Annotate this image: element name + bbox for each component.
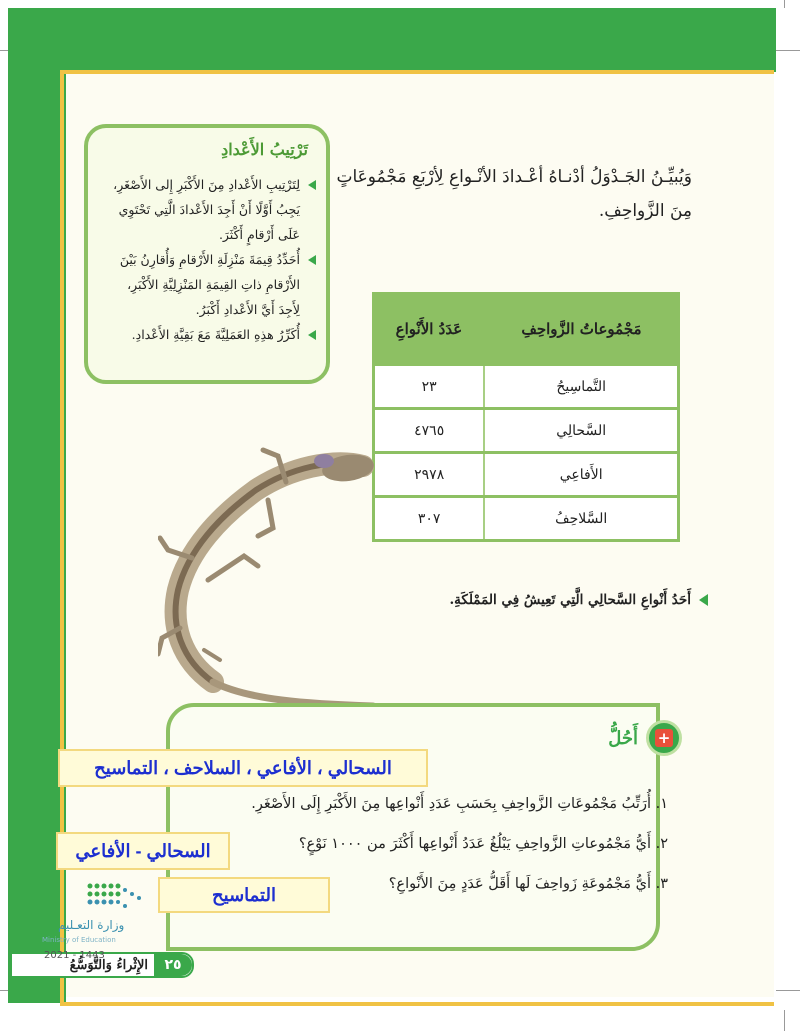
crop-mark: [776, 990, 800, 991]
tip-item: لِتَرْتِيبِ الأَعْدادِ مِنَ الأَكْبَرِ إِلى الأَصْغَرِ، يَجِبُ أَوَّلًا أَنْ أَجِدَ الأَعْدادَ الَّتِي تَحْتَوِي عَلَى أَرْقامٍ أَكْثَرَ.: [102, 172, 316, 247]
group-cell: السَّحالِي: [484, 409, 678, 453]
edition-year: 2021 - 1443: [44, 950, 105, 961]
bullet-triangle-icon: [308, 255, 316, 265]
group-cell: السَّلاحِفُ: [484, 497, 678, 541]
count-cell: ٣٠٧: [374, 497, 485, 541]
ministry-name-ar: وزارة التعـليم: [58, 918, 125, 932]
question-3: ٣. أَيُّ مَجْمُوعَةِ زَواحِفَ لَها أَقَلُّ عَدَدٍ مِنَ الأَنْواعِ؟: [388, 876, 668, 892]
bullet-triangle-icon: [308, 180, 316, 190]
tip-box: [84, 124, 330, 384]
answer-1-box[interactable]: السحالي ، الأفاعي ، السلاحف ، التماسيح: [58, 749, 428, 787]
answer-3-box[interactable]: التماسيح: [158, 877, 330, 913]
count-cell: ٢٣: [374, 365, 485, 409]
page-number: ٢٥: [154, 954, 192, 976]
table-header-row: [374, 294, 679, 365]
table-row: [374, 453, 679, 497]
tip-item: أُحَدِّدُ قِيمَةَ مَنْزِلَةِ الأَرْقامِ وَأُقارِنُ بَيْنَ الأَرْقامِ ذاتِ القِيمَةِ المَنْزِلِيَّةِ الأَكْبَرِ، لِأَجِدَ أَيَّ الأَعْدادِ أَكْبَرُ.: [102, 247, 316, 322]
answer-2-box[interactable]: السحالي - الأفاعي: [56, 832, 230, 870]
table-row: [374, 497, 679, 541]
lizard-photo: [158, 438, 378, 708]
top-green-band: [8, 8, 776, 72]
tip-list: [102, 172, 316, 347]
bullet-triangle-icon: [308, 330, 316, 340]
yellow-border-top: [60, 70, 774, 74]
crop-mark: [784, 1010, 785, 1031]
crop-mark: [776, 50, 800, 51]
question-2: ٢. أَيُّ مَجْمُوعاتِ الزَّواحِفِ يَبْلُغُ عَدَدُ أَنْواعِها أَكْثَرَ من ١٠٠٠ نَوْعٍ؟: [298, 836, 668, 852]
photo-caption: أَحَدُ أَنْواعِ السَّحالِي الَّتِي تَعِيشُ فِي المَمْلَكَةِ.: [449, 592, 708, 608]
column-header-groups: مَجْمُوعاتُ الزَّواحِفِ: [484, 294, 678, 365]
question-1: ١. أُرَتِّبُ مَجْمُوعَاتِ الزَّواحِفِ بِحَسَبِ عَدَدِ أَنْواعِها مِنَ الأَكْبَرِ إِلَى الأَصْغَرِ.: [251, 796, 668, 812]
count-cell: ٤٧٦٥: [374, 409, 485, 453]
ministry-name-en: Ministry of Education: [42, 936, 116, 944]
tip-title: تَرْتِيبُ الأَعْدادِ: [221, 140, 308, 159]
count-cell: ٢٩٧٨: [374, 453, 485, 497]
crop-mark: [784, 0, 785, 8]
crop-mark: [0, 990, 8, 991]
tip-item: أُكَرِّرُ هذِهِ العَمَلِيَّةَ مَعَ بَقِيَّةِ الأَعْدادِ.: [102, 322, 316, 347]
group-cell: التَّماسِيحُ: [484, 365, 678, 409]
solve-header: [608, 720, 682, 756]
crop-mark: [0, 50, 8, 51]
yellow-border-bottom: [60, 1002, 774, 1006]
caption-triangle-icon: [699, 594, 708, 606]
reptile-table: [372, 292, 680, 542]
column-header-count: عَدَدُ الأَنْواعِ: [374, 294, 485, 365]
table-row: [374, 365, 679, 409]
intro-paragraph: وَيُبيِّـنُ الجَـدْوَلُ أدْنـاهُ أعْـدادَ الأنْـواعِ لِأرْبَعِ مَجْمُوعَاتٍ مِنَ الزَّواحِفِ.: [336, 167, 692, 221]
unit-name: الإِثْراءُ وَالتَّوَسُّعُ: [69, 957, 148, 973]
table-row: [374, 409, 679, 453]
group-cell: الأَفاعِي: [484, 453, 678, 497]
ministry-logo-icon: [84, 880, 144, 914]
solve-box: [166, 703, 660, 951]
solve-title: أَحُلُّ: [608, 727, 638, 749]
plus-icon: +: [646, 720, 682, 756]
